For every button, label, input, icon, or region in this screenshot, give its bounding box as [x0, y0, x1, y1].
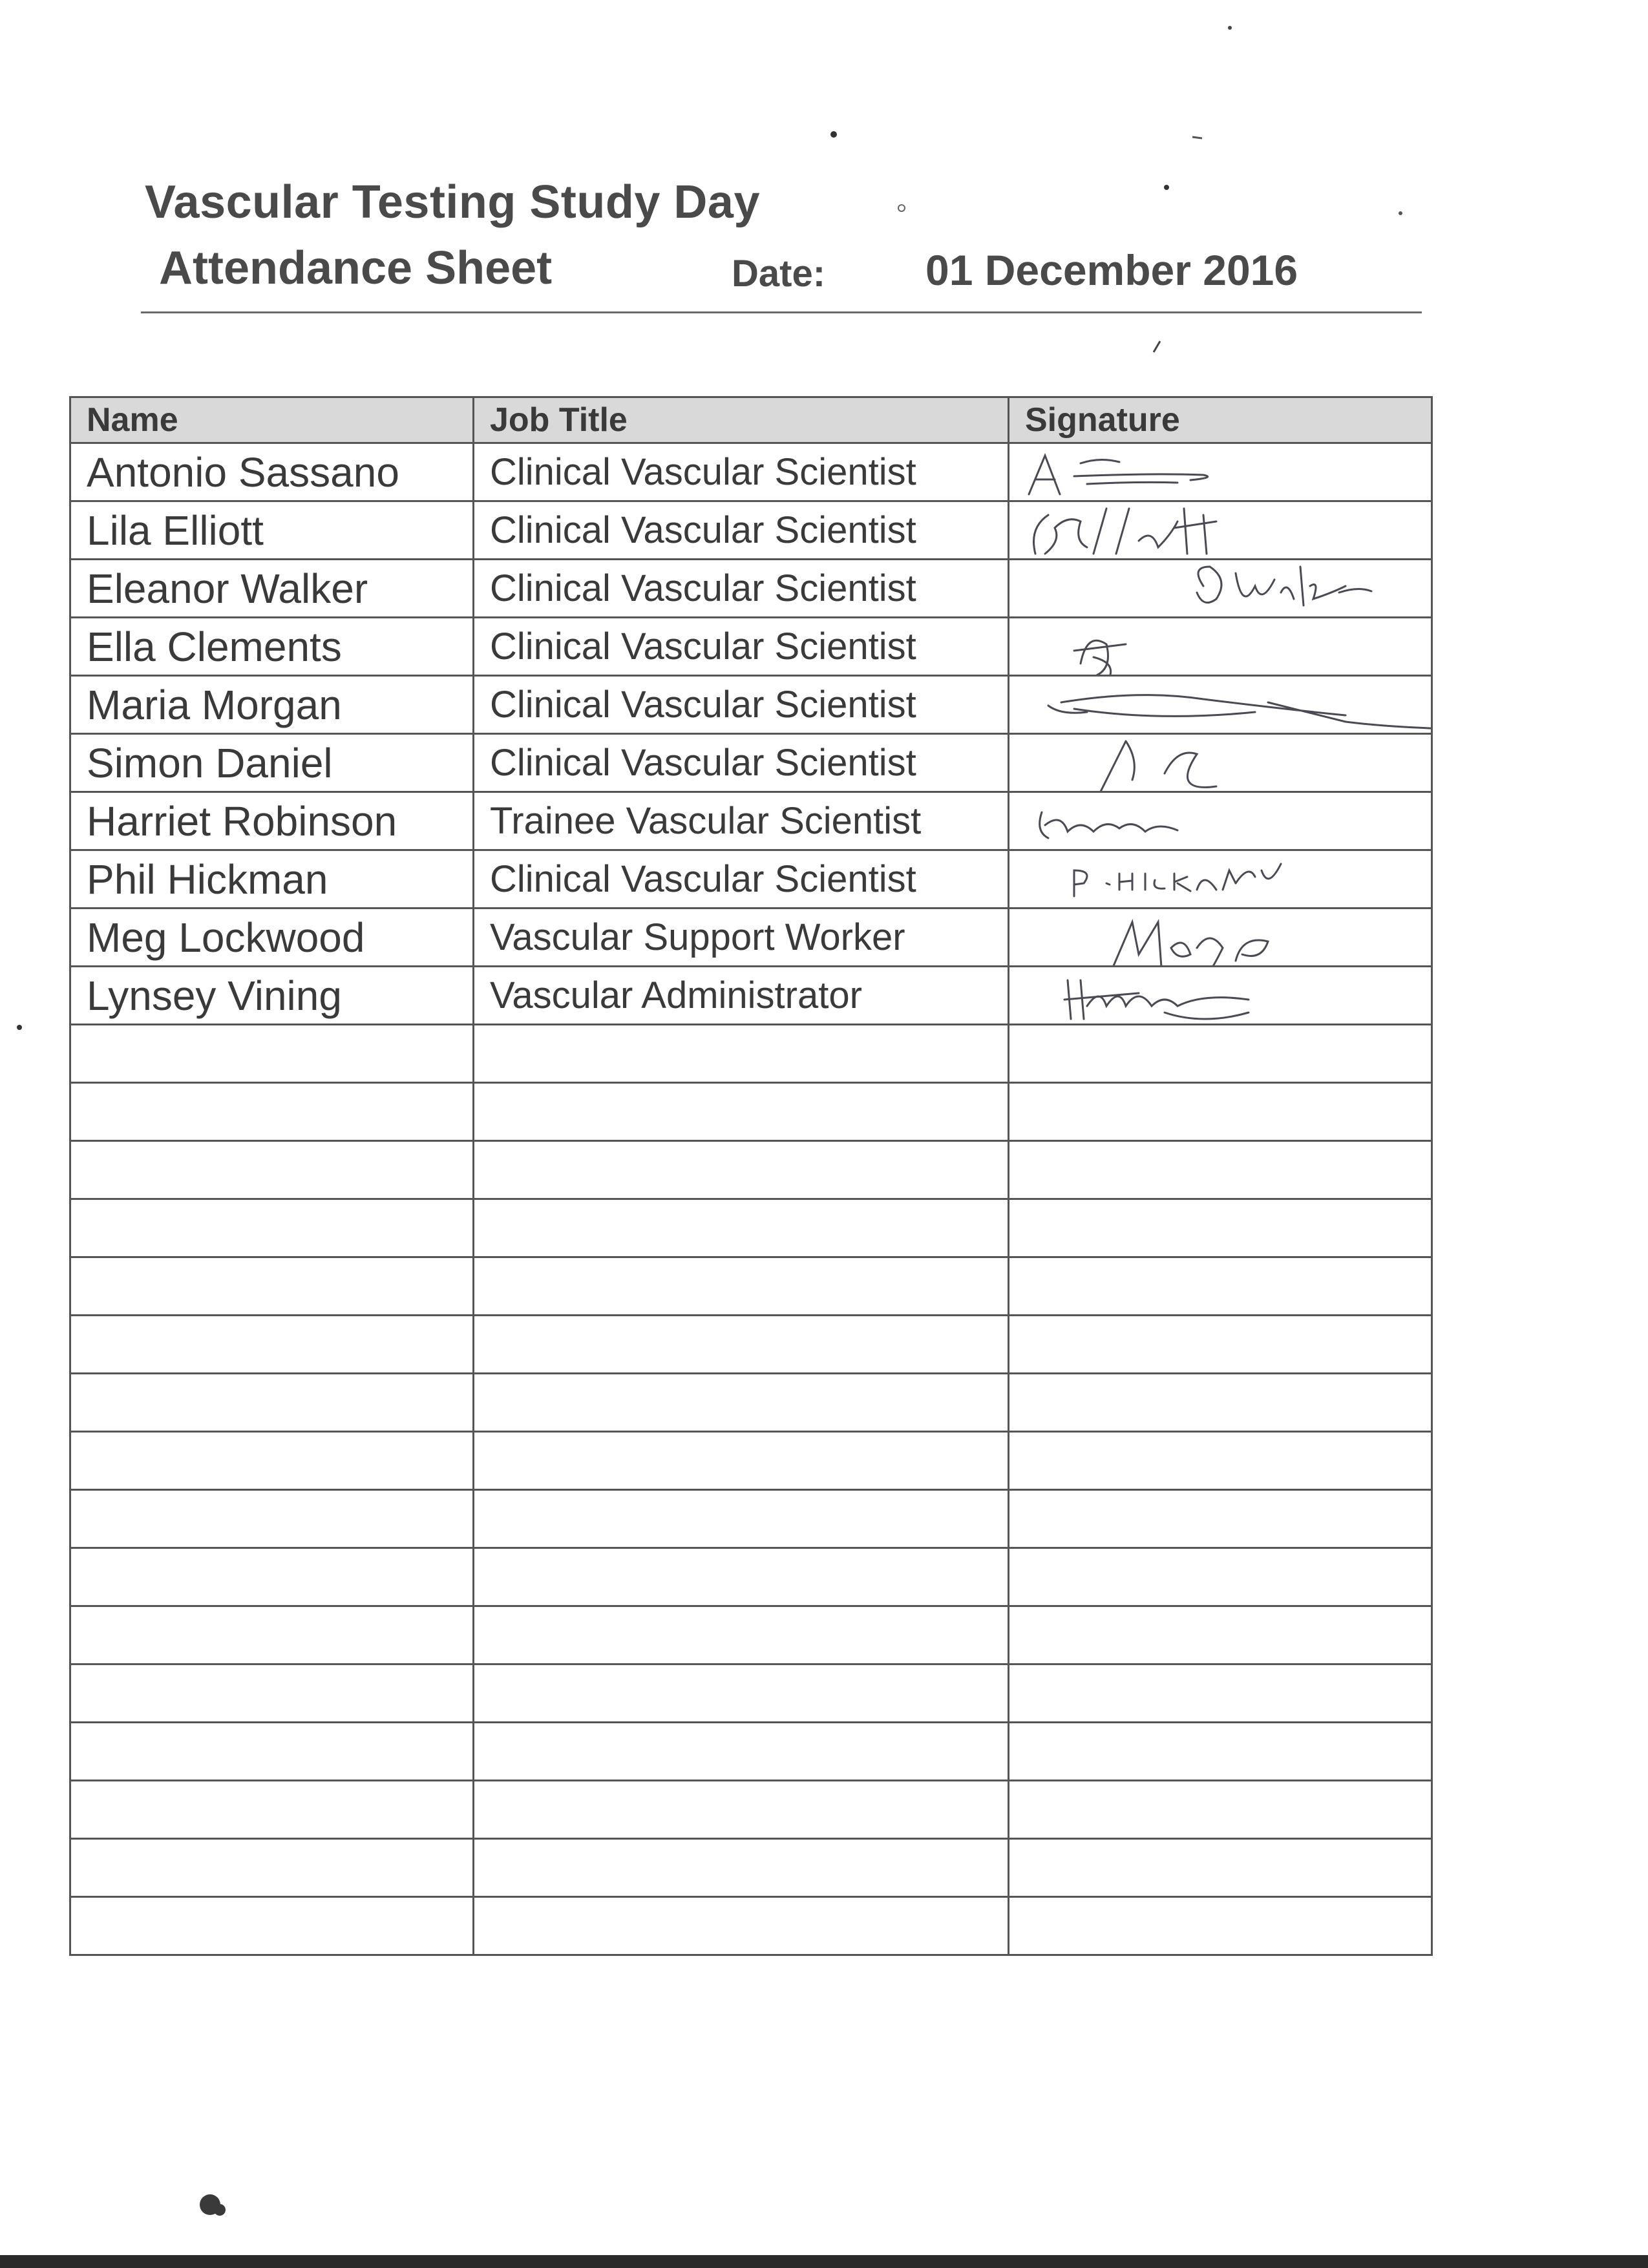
attendee-name-cell: Lynsey Vining: [70, 967, 474, 1025]
job-title-cell: Clinical Vascular Scientist: [474, 676, 1009, 734]
attendee-name-cell: Eleanor Walker: [70, 560, 474, 618]
attendee-name-cell: Antonio Sassano: [70, 443, 474, 501]
column-header-job-title: Job Title: [474, 397, 1009, 443]
document-title: Vascular Testing Study Day: [145, 176, 760, 228]
attendee-name-cell: Lila Elliott: [70, 501, 474, 560]
date-label: Date:: [732, 253, 826, 295]
job-title-cell: Clinical Vascular Scientist: [474, 501, 1009, 560]
job-title-cell: Vascular Administrator: [474, 967, 1009, 1025]
attendee-name-cell: Phil Hickman: [70, 850, 474, 908]
attendee-name-cell: Harriet Robinson: [70, 792, 474, 850]
job-title-cell: Clinical Vascular Scientist: [474, 850, 1009, 908]
job-title-cell: Clinical Vascular Scientist: [474, 560, 1009, 618]
job-title-cell: Clinical Vascular Scientist: [474, 618, 1009, 676]
column-header-signature: Signature: [1009, 397, 1432, 443]
job-title-cell: Clinical Vascular Scientist: [474, 734, 1009, 792]
job-title-cell: Clinical Vascular Scientist: [474, 443, 1009, 501]
attendee-name-cell: Meg Lockwood: [70, 908, 474, 967]
job-title-cell: Vascular Support Worker: [474, 908, 1009, 967]
job-title-cell: Trainee Vascular Scientist: [474, 792, 1009, 850]
scan-edge-bar: [0, 2255, 1648, 2268]
attendee-name-cell: Ella Clements: [70, 618, 474, 676]
date-value: 01 December 2016: [925, 246, 1298, 294]
attendee-name-cell: Maria Morgan: [70, 676, 474, 734]
column-header-name: Name: [70, 397, 474, 443]
attendee-name-cell: Simon Daniel: [70, 734, 474, 792]
document-subtitle: Attendance Sheet: [159, 242, 553, 294]
